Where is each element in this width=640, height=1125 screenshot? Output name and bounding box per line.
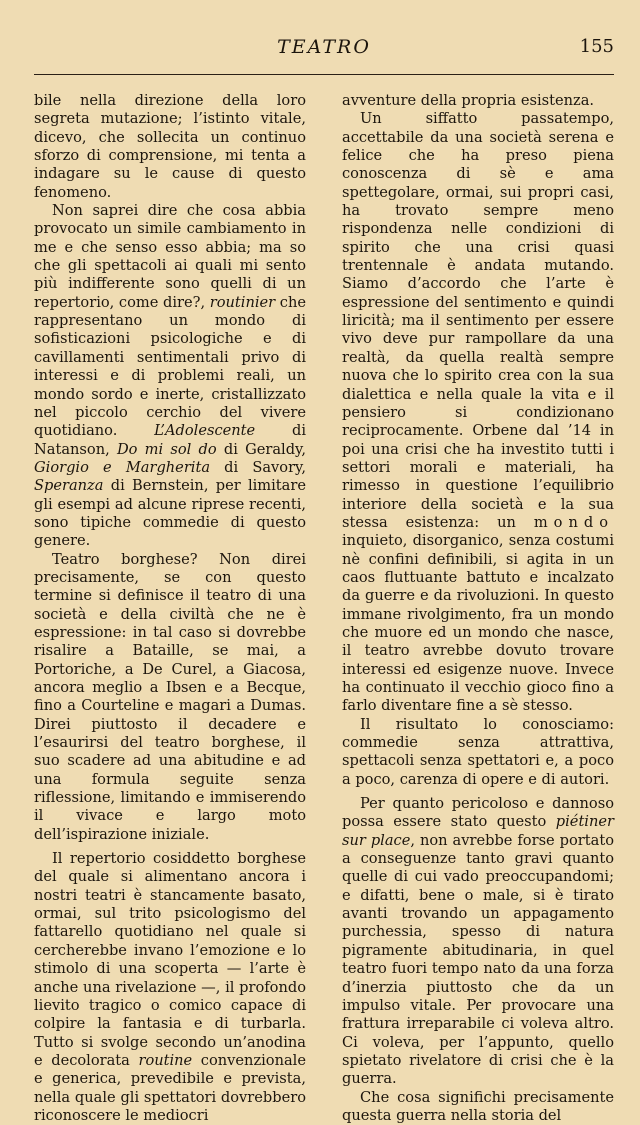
italic-term: routine [138, 1051, 193, 1069]
play-title: L’Adolescente [154, 422, 256, 440]
paragraph: avventure della propria esistenza. [342, 92, 595, 109]
paragraph: Il risultato lo conosciamo: commedie senza attrattiva, spettacoli senza spettatori e, a poco a poco, carenza di opere e di autori. [342, 715, 614, 788]
page-number: 155 [579, 36, 614, 57]
paragraph: Il repertorio cosiddetto borghese del quale si alimentano ancora i nostri teatri è stancamente basato, ormai, sul trito psicologismo del fattarello quotidiano nel quale si cercherebbe invano l’emozione e lo stimolo di una scoperta — l’arte è anche una rivelazione —, il profondo lievito tragico o comico capace di colpire la fantasia e di turbarla. Tutto si svolge secondo un’anodina e decolorata routine convenzionale e generica, prevedibile e prevista, nella quale gli spettatori dovrebbero riconoscere le mediocri [34, 850, 306, 1124]
paragraph: Per quanto pericoloso e dannoso possa essere stato questo piétiner sur place, non avrebbe forse portato a conseguenze tanto gravi quanto quelle di cui vado preoccupandomi; e difatti, bene o male, si è tirato avanti trovando un appagamento purchessia, spesso di natura pigramente abitudinaria, in quel teatro fuori tempo nato da una forza d’inerzia piuttosto che da un impulso vitale. Per provocare una frattura irreparabile ci voleva altro. Ci voleva, per l’appunto, quello spietato rivelatore di crisi che è la guerra. [342, 795, 614, 1088]
paragraph: bile nella direzione della loro segreta mutazione; l’istinto vitale, dicevo, che sollecita un continuo sforzo di comprensione, mi tenta a indagare su le cause di questo fenomeno. [34, 92, 306, 201]
paragraph: Che cosa significhi precisamente questa guerra nella storia del [342, 1088, 614, 1124]
running-header [34, 34, 614, 75]
italic-term: piétiner sur place [342, 813, 614, 849]
paragraph: Teatro borghese? Non direi precisamente, se con questo termine si definisce il teatro di una società e della civiltà che ne è espressione: in tal caso si dovrebbe risalire a Bataille, se mai, a Portoriche, a De Curel, a Giacosa, ancora meglio a Ibsen e a Becque, fino a Courteline e magari a Dumas. Direi piuttosto il decadere e l’esaurirsi del teatro borghese, il suo scadere ad una abitudine e ad una formula seguite senza riflessione, limitando e immiserendo il vivace e largo moto dell’ispirazione iniziale. [34, 550, 306, 843]
running-title: TEATRO [277, 36, 371, 58]
italic-term: routinier [209, 293, 276, 311]
paragraph: Un siffatto passatempo, accettabile da una società serena e felice che ha preso piena conoscenza di sè e ama spettegolare, ormai, sui propri casi, ha trovato sempre meno rispondenza nelle condizioni di spirito che una crisi quasi trentennale è andata mutando. Siamo d’accordo che l’arte è espressione del sentimento e quindi liricità; ma il sentimento per essere vivo deve pur rampollare da una realtà, da quella realtà sempre nuova che lo spirito crea con la sua dialettica e nella quale la vita e il pensiero si condizionano reciprocamente. Orbene dal ’14 in poi una crisi che ha investito tutti i settori morali e materiali, ha rimesso in questione l’equilibrio interiore della società e la sua stessa esistenza: un mondo inquieto, disorganico, senza costumi nè confini definibili, si agita in un caos fluttuante battuto e incalzato da guerre e da rivoluzioni. In questo immane rivolgimento, fra un mondo che muore ed un mondo che nasce, il teatro avrebbe dovuto trovare interessi ed esigenze nuove. Invece ha continuato il vecchio gioco fino a farlo diventare fine a sè stesso. [342, 110, 614, 715]
paragraph: Non saprei dire che cosa abbia provocato un simile cambiamento in me e che senso esso abbia; ma so che gli spettacoli ai quali mi sento più indifferente sono quelli di un repertorio, come dire?, routinier che rappresentano un mondo di sofisticazioni psicologiche e di cavillamenti sentimentali privo di interessi e di problemi reali, un mondo sordo e inerte, cristallizzato nel piccolo cerchio del vivere quotidiano. L’Adolescente di Natanson, Do mi sol do di Geraldy, Giorgio e Margherita di Savory, Speranza di Bernstein, per limitare gli esempi ad alcune riprese recenti, sono tipiche commedie di questo genere. [34, 202, 307, 550]
spaced-word: mondo [533, 513, 614, 531]
play-title: Do mi sol do [116, 440, 217, 458]
play-title: Giorgio e Margherita [34, 458, 211, 476]
left-column [34, 92, 306, 1125]
right-column [342, 92, 614, 1125]
play-title: Speranza [34, 477, 104, 495]
